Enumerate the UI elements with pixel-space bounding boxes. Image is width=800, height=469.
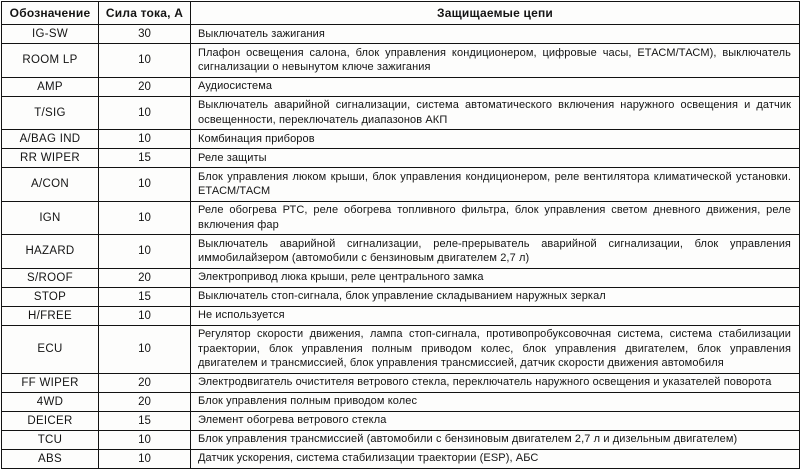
amperage-cell: 30 [99, 25, 191, 44]
designation-cell: HAZARD [2, 235, 99, 269]
amperage-cell: 15 [99, 149, 191, 168]
column-header-circuits: Защищаемые цепи [191, 2, 800, 25]
table-row [2, 373, 800, 392]
amperage-cell: 20 [99, 77, 191, 96]
designation-cell: ROOM LP [2, 44, 99, 78]
amperage-cell: 20 [99, 373, 191, 392]
amperage-cell: 20 [99, 392, 191, 411]
amperage-cell: 10 [99, 130, 191, 149]
fuse-table [1, 1, 800, 469]
circuits-cell: Выключатель зажигания [191, 25, 800, 44]
amperage-cell: 15 [99, 411, 191, 430]
circuits-cell: Блок управления люком крыши, блок управления кондиционером, реле вентилятора климатической установки. ЕТАСМ/ТАСМ [191, 168, 800, 202]
designation-cell: S/ROOF [2, 268, 99, 287]
designation-cell: IGN [2, 201, 99, 235]
amperage-cell: 15 [99, 287, 191, 306]
circuits-cell: Комбинация приборов [191, 130, 800, 149]
table-row [2, 149, 800, 168]
designation-cell: T/SIG [2, 96, 99, 130]
table-row [2, 449, 800, 468]
amperage-cell: 10 [99, 449, 191, 468]
designation-cell: A/BAG IND [2, 130, 99, 149]
designation-cell: IG-SW [2, 25, 99, 44]
designation-cell: A/CON [2, 168, 99, 202]
designation-cell: AMP [2, 77, 99, 96]
designation-cell: TCU [2, 430, 99, 449]
table-row [2, 392, 800, 411]
designation-cell: FF WIPER [2, 373, 99, 392]
circuits-cell: Блок управления трансмиссией (автомобили с бензиновым двигателем 2,7 л и дизельным двигателем) [191, 430, 800, 449]
circuits-cell: Выключатель стоп-сигнала, блок управление складыванием наружных зеркал [191, 287, 800, 306]
amperage-cell: 10 [99, 168, 191, 202]
scanned-manual-page [0, 1, 800, 465]
table-row [2, 430, 800, 449]
amperage-cell: 10 [99, 96, 191, 130]
circuits-cell: Выключатель аварийной сигнализации, реле-прерыватель аварийной сигнализации, блок управления иммобилайзером (автомобили с бензиновым двигателем 2,7 л) [191, 235, 800, 269]
fuse-table-body [2, 25, 800, 469]
amperage-cell: 10 [99, 44, 191, 78]
amperage-cell: 20 [99, 268, 191, 287]
designation-cell: ABS [2, 449, 99, 468]
table-row [2, 325, 800, 373]
designation-cell: STOP [2, 287, 99, 306]
amperage-cell: 10 [99, 235, 191, 269]
circuits-cell: Выключатель аварийной сигнализации, система автоматического включения наружного освещения и датчик освещенности, переключатель диапазонов АКП [191, 96, 800, 130]
circuits-cell: Реле защиты [191, 149, 800, 168]
table-row [2, 306, 800, 325]
column-header-designation: Обозначение [2, 2, 99, 25]
circuits-cell: Не используется [191, 306, 800, 325]
circuits-cell: Электропривод люка крыши, реле центрального замка [191, 268, 800, 287]
table-row [2, 201, 800, 235]
designation-cell: 4WD [2, 392, 99, 411]
circuits-cell: Плафон освещения салона, блок управления кондиционером, цифровые часы, ЕТАСМ/ТАСМ), выключатель сигнализации о невынутом ключе зажигания [191, 44, 800, 78]
circuits-cell: Аудиосистема [191, 77, 800, 96]
amperage-cell: 10 [99, 325, 191, 373]
table-row [2, 25, 800, 44]
circuits-cell: Датчик ускорения, система стабилизации траектории (ESP), АБС [191, 449, 800, 468]
designation-cell: DEICER [2, 411, 99, 430]
table-row [2, 235, 800, 269]
header-row [2, 2, 800, 25]
table-row [2, 77, 800, 96]
circuits-cell: Реле обогрева РТС, реле обогрева топливного фильтра, блок управления светом дневного движения, реле включения фар [191, 201, 800, 235]
table-row [2, 168, 800, 202]
table-row [2, 130, 800, 149]
table-row [2, 96, 800, 130]
designation-cell: ECU [2, 325, 99, 373]
column-header-amperage: Сила тока, А [99, 2, 191, 25]
designation-cell: RR WIPER [2, 149, 99, 168]
circuits-cell: Электродвигатель очистителя ветрового стекла, переключатель наружного освещения и указателей поворота [191, 373, 800, 392]
amperage-cell: 10 [99, 201, 191, 235]
circuits-cell: Регулятор скорости движения, лампа стоп-сигнала, противопробуксовочная система, система стабилизации траектории, блок управления полным приводом колес, блок управления двигателем, блок управления двигателем и трансмиссией, блок управления трансмиссией, датчик скорости движения автомобиля [191, 325, 800, 373]
table-row [2, 268, 800, 287]
designation-cell: H/FREE [2, 306, 99, 325]
table-row [2, 411, 800, 430]
amperage-cell: 10 [99, 430, 191, 449]
table-row [2, 287, 800, 306]
fuse-table-header [2, 2, 800, 25]
amperage-cell: 10 [99, 306, 191, 325]
circuits-cell: Блок управления полным приводом колес [191, 392, 800, 411]
circuits-cell: Элемент обогрева ветрового стекла [191, 411, 800, 430]
table-row [2, 44, 800, 78]
